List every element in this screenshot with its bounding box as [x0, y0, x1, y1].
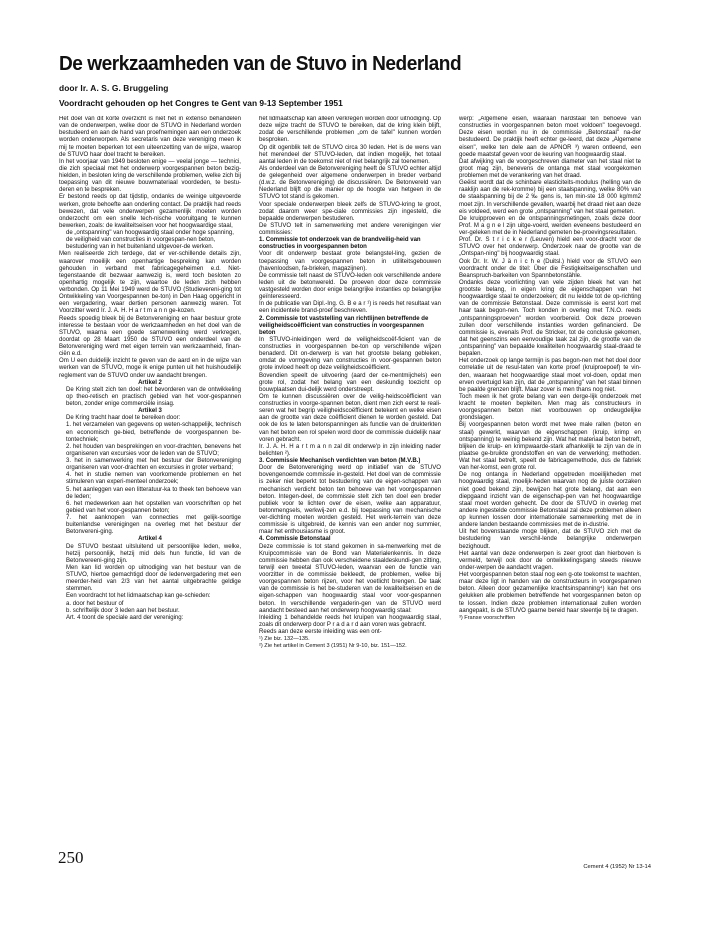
- paragraph: In de publicatie van Dipl.-Ing. G. B e a r ¹) is reeds het resultaat van een incidentele brand-proef beschreven.: [259, 301, 441, 315]
- paragraph: Ir. J. A. H. H a r t m a n n zal dit onderwe'p in zijn inleiding nader belichten ²).: [259, 443, 441, 457]
- footnote: ³) Franse voorschriften: [459, 614, 516, 621]
- paragraph: In STUVO-inleidingen werd de veiligheidscoëf-ficient van de constructies in voorgespannen be-ton op verschillende wijzen benaderd. Dit on-derwerp is van het grootste belang gebleken, omdat de vormgeving van constructies in voor-gespannen beton grote invloed heeft op deze veiligheidscoëfficient.: [259, 336, 441, 372]
- paragraph: Voor dit onderwerp bestaat grote belangstel-ling, gezien de toepassing van voorgespannen beton in utiliteitsgebouwen (havenloodsen, fa-brieken, magazijnen).: [259, 251, 441, 272]
- paragraph: Deze commissie is tot stand gekomen in sa-menwerking met de Kruipcommissie van de Bond van Materialenkennis. In deze commissie hebben dan ook verscheidene staaldeskundi-gen zitting, terwijl een tweetal STUVO-leden, waarvan een de functie van voorzitter in de commissie bekleedt, de problemen, welke bij voorgespannen beton rijzen, voor het voetlicht brengen. De taak van de commissie is het be-studeren van de kwaliteitseisen en de eigen-schappen van hoogwaardig staal voor voor-gespannen beton. In verschillende vergaderin-gen van de STUVO werd aandacht besteed aan het onderwerp hoogwaardig staal:: [259, 543, 441, 614]
- paragraph: het lidmaatschap kan alleen verkregen worden door uitnodiging. Op deze wijze tracht de STUVO te bereiken, dat de kring klein blijft, zodat de verschillende problemen „om de tafel" kunnen worden besproken.: [259, 116, 441, 144]
- footnote: ²) Zie het artikel in Cement 3 (1951) Nr 9-10, biz. 151—152.: [259, 643, 407, 650]
- paragraph: Er bestond reeds op dat tijdstip, ondanks de weinige uitgevoerde werken, grote behoefte aan onderling contact. De praktijk had reeds bewezen, dat vele onderwerpen gezamenlijk moeten worden onderzocht om een snelle tech-nische vooruitgang te kunnen bewerken, zoals: de kwaliteitseisen voor het hoogwaardige staal,: [59, 194, 241, 229]
- paragraph: Reeds spoedig bleek bij de Betonvereniging en haar bestuur grote interesse te bestaan voor de werkzaamheden en het doel van de STUVO, waarna een goede samenwerking werd verkregen, doordat op 28 Maart 1950 de STUVO een onderdeel van de Betonvereniging werd met eigen terrein van werkzaamheid, finan-ciën e.d.: [59, 315, 241, 358]
- paragraph: Ondanks deze voorlichting van vele zijden bleek het van het grootste belang, in eigen kring de eigenschappen van het hoogwaardige staal te onderzoeken; dit nu leidde tot de op-richting van de commissie Betonstaal. Deze commissie is eerst kort met haar taak begon-nen. Toch konden in overleg met T.N.O. reeds „ontspanningsproeven" worden voorbereid. Ook deze proeven zullen door verschillende instanties worden gefinancierd. De commissie is, evenals Prof. de Stricker, tot de conclusie gekomen, dat het geenszins een eenvoudige taak zal zijn, de grootte van de „ontspanning" van bepaalde kwaliteiten hoogwaardig staal-draad te bepalen.: [459, 279, 641, 358]
- paragraph: Ook Dr. Ir. W. J ä n i c h e (Duitsl.) hield voor de STUVO een voordracht onder de titel: Über die Festigkeitseigenschaften und Beanspruch-barkeiten von Spannbetonstähle.: [459, 258, 641, 279]
- paragraph: a. door het bestuur of: [66, 600, 124, 607]
- section-heading: Artikel 3: [138, 408, 162, 415]
- paragraph: De STUVO bestaat uitsluitend uit persoonlijke leden, welke, hetzij persoonlijk, hetzij mid dels hun functie, lid van de Betonvereeni-ging zijn.: [66, 543, 241, 564]
- section-heading: 3. Commissie Mechanisch verdichten van beton (M.V.B.): [259, 458, 421, 464]
- paragraph: de veiligheid van constructies in voorgespan-nen beton,: [66, 237, 216, 244]
- page-number: 250: [58, 848, 84, 867]
- paragraph: Bovendien speelt de uitvoering (aard der ce-mentmijchels) een grote rol, zodat het belang van een deskundig toezicht op bouwplaatsen dui-delijk werd onderstreept.: [259, 372, 441, 393]
- text-column-2: [259, 116, 441, 804]
- paragraph: b. schriftelijk door 3 leden aan het bestuur.: [66, 607, 180, 614]
- paragraph: Toch meen ik het grote belang van een derge-lijk onderzoek met kracht te moeten bepleiten. Men mag als constructeurs in voorgespannen beton niet voorbouwen op ondeugdelijke grondslagen.: [459, 393, 641, 422]
- paragraph: De Kring tracht haar doel te bereiken door:: [66, 415, 181, 422]
- paragraph: Op dit ogenblik telt de STUVO circa 30 leden. Het is de wens van het merendeel der STUVO-leden, dat indien mogelijk, het totaal aantal leden in de toekomst niet of niet belangrijk zal toenemen.: [259, 144, 441, 165]
- paragraph: De nog ontanga in Nederland opgetreden moeilijkheden met hoogwaardig staal, moelijk-heden waarvan nog de juiste oorzaken niet goed bekend zijn, bewijzen het grote belang, dat aan een diepgaand inzicht van de eigenschap-pen van het hoogwaardige staal moet worden gehecht. De door de STUVO in overleg met andere ingestelde commissie Betonstaal zal deze problemen alleen op kunnen lossen door internationale samenwerking met de in andere landen bestaande commissies met de in-dustrie.: [459, 472, 641, 529]
- section-heading: Artikel 4: [138, 536, 162, 543]
- paragraph: Het onderzoek op lange termijn is pas begon-nen met het doel door correlatie uit de resul-taten van korte proef (kruiproepoef) te vin-den, waaraan het hoogwaardige staal moet vol-doen, opdat men erven overtuigd kan zijn, dat de „ontspanning" van het staal binnen be paalde grenzen blijft. Maar zover is men thans nog niet.: [459, 358, 641, 393]
- footnote: ¹) Zie biz. 132—135.: [259, 636, 310, 643]
- paragraph: In het voorjaar van 1949 besloten enige — veelal jonge — technici, die zich speciaal met het onderwerp voorgespannen beton bezig-hielden, in besloten kring de verschillende problemen, welke zich bij toepassing van dit nieuwe bouwmateriaal voordeden, te bestu-deren en te bespreken.: [59, 158, 241, 194]
- paragraph: Een voordracht tot het lidmaatschap kan ge-schieden:: [66, 593, 211, 600]
- paragraph: 7. het aanknopen van connecties met gelijk-soortige buitenlandse verenigingen na overleg met het bestuur der Betonvereni-ging.: [66, 515, 241, 536]
- text-column-3: [459, 116, 641, 804]
- paragraph: werp: „Algemene eisen, waaraan hardstaal ten behoeve van constructies in voorgespannen beton moet voldoen" toegevoegd. Deze eisen worden nu in de commissie „Betonstaal" na-der bestudeerd. De praktijk heeft echter ge-leerd, dat deze „Algemene eisen", welke ten dele aan de APNOR ³) waren ontleend, een goede maatstaf geven voor de keuring van hoogwaardig staal.: [459, 116, 641, 158]
- paragraph: Het doel van dit korte overzicht is niet het in extenso behandelen van de onderwerpen, welke door de STUVO in Nederland worden bestudeerd en aan de hand van proefnemingen aan een onderzoek worden onderworpen. Als secretaris van deze vereniging meen ik mij te moeten beperken tot een uiteenzetting van de wijze, waarop de STUVO haar doel tracht te bereiken.: [59, 116, 241, 158]
- paragraph: 1. het verzamelen van gegevens op weten-schappelijk, technisch en economisch ge-bied, betreffende de voorgespannen be-tontechniek;: [66, 422, 241, 443]
- paragraph: Voor speciale onderwerpen bleek zelfs de STUVO-kring te groot, zodat daarom weer spe-ciale commissies zijn ingesteld, die bepaalde onderwerpen bestuderen.: [259, 201, 441, 222]
- section-heading: 1. Commissie tot onderzoek van de brandveilig-heid van constructies in voorgespannen beton: [259, 237, 421, 251]
- section-heading: Artikel 2: [138, 379, 162, 386]
- paragraph: De Kring stelt zich ten doel: het bevorderen van de ontwikkeling op theo-retisch en practisch gebied van het voor-gespannen beton, zonder enige commerciële insiag.: [66, 386, 241, 407]
- paragraph: Geëist wordt dat de schinbare elasticiteits-modulus (helling van de raaklijn aan de rek-kromme) bij een staalspanning, welke 80% van de staalspanning bij de 2 ‰ gens is, ten min-ste 18 000 kg/mm2 moet zijn. In verschillende gevallen, waarbij het draad niet aan deze eis voldeed, werd een grote „ontspanning" van het staal gemeten.: [459, 180, 641, 215]
- paragraph: 5. het aanleggen van een litteratuur-ka to theek ten behoeve van de leden;: [66, 486, 241, 500]
- paragraph: 6. het medewerken aan het opstellen van voorschriften op het gebied van het voor-gespannen beton;: [66, 500, 241, 514]
- paragraph: Uit het bovenstaande moge blijken, dat de STUVO zich met de bestudering van verschil-lende belangrijke onderwerpen bezighoudt.: [459, 529, 641, 550]
- section-heading: 4. Commissie Betonstaal: [259, 536, 331, 543]
- article-author: door Ir. A. S. G. Bruggeling: [59, 83, 169, 93]
- journal-reference: Cement 4 (1952) Nr 13-14: [583, 864, 651, 870]
- paragraph: Prof. Dr. S t r i c k e r (Leuven) hield een voor-dracht voor de STUVO over het onderwerp. Onderzoek naar de grootte van de „Ontspan-ning" bij hoogwaardig staal.: [459, 237, 641, 258]
- paragraph: Art. 4 toont de speciale aard der vereniging:: [66, 614, 184, 621]
- paragraph: Reeds aan deze eerste inleiding was een ont-: [259, 629, 382, 635]
- paragraph: Het voorgespannen beton staal nog een g-ote toekomst te wachten, maar deze ligt in handen van de constructeurs in voorgespannen beton. Alleen door gezamenlijke krachtsinspanning⁴) kan het ons gelukken alle problemen betreffende het voorgespannen beton op te lossen. Indien deze problemen internationaal zullen worden aangepakt, is de STUVO gaarne bereid haar steentje bij te dragen.: [459, 572, 641, 614]
- paragraph: bestudering van in het buitenland uitgevoer-de werken.: [66, 244, 214, 251]
- paragraph: 4. het in studie nemen van voorkomende problemen en het stimuleren van experi-menteel onderzoek;: [66, 472, 241, 486]
- paragraph: Men kan lid worden op uitnodiging van het bestuur van de STUVO, hiertoe gemachtigd door de ledenvergadering met een meerder-heid van 2/3 van het aantal uitgebrachte geldige stemmen.: [66, 564, 241, 593]
- paragraph: Om U een duidelijk inzicht te geven van de aard en in de wijze van werken van de STUVO, moge ik enige punten uit het huishoudelijk reglement van de STUVO onder uw aandacht brengen.: [59, 358, 241, 379]
- paragraph: 2. het houden van besprekingen en voor-drachten, benevens het organiseren van excursies voor de leden van de STUVO;: [66, 443, 241, 457]
- paragraph: De STUVO telt in samenwerking met andere verenigingen vier commissies:: [259, 222, 441, 236]
- paragraph: 3. het in samenwerking met het bestuur der Betonvereniging organiseren van voor-drachten en excursies in groter verband;: [66, 458, 241, 472]
- paragraph: De commissie telt naast de STUVO-leden ook verschillende andere leden uit de betonwereld. De proeven door deze commissie vastgesteld worden door enige belangrijke instanties op belangrijke geïnteresseerd.: [259, 272, 441, 301]
- paragraph: Door de Betonvereniging werd op initiatief van de STUVO bovengenoemde commissie in-gesteld. Het doel van de commissie is zeker niet beperkt tot bestudering van de eigen-schappen van mechanisch verdicht beton ten behoeve van het voorgespannen beton. Integen-deel, de commissie stelt zich ten doel een breder publiek voor te lichten over de eisen, welke aan apparatuur, betonmengsels, werkwij-zen e.d. bij toepassing van mechanische ver-dichting moeten worden gesteld. Het werk-terrein van deze commissie is uitgebreid, de kennis van een ander nog summier, maar het enthousiasme is groot.: [259, 465, 441, 536]
- section-heading: 2. Commissie tot vaststelling van richtlijnen betreffende de veiligheidscoëfficient van constructies in voorgespannen beton: [259, 315, 429, 336]
- paragraph: Dat afwijking van de voorgeschreven diameter van het staal niet te groot mag zijn, benevens de ontanga met staal voorgekomen problemen met de verankering van het draad.: [459, 158, 641, 179]
- paragraph: De kruipproeven en de ontspanningsmetingen, zoals deze door Prof. M a g n e l zijn uitge-voerd, werden eveneens bestudeerd en ver-geleken met de in Nederland gemeten be-proevingsresultaten.: [459, 215, 641, 236]
- article-subtitle: Voordracht gehouden op het Congres te Gent van 9-13 September 1951: [59, 98, 343, 108]
- paragraph: Als onderdeel van de Betonvereniging heeft de STUVO echter altijd de gelegenheid over algemene onderwerpen in breder verband (d.w.z. de Betonvereniging) de discussiëren. De Betonvereld van Nederland blijft op die manier op de hoogte van hetgeen in de STUVO tot stand is gekomen.: [259, 165, 441, 201]
- paragraph: Om te kunnen discussiëren over de veilig-heidscoëfficient van constructies in voorge-spannen beton, dient men zich eerst te reali-seren wat het begrip veiligheidscoëfficient betekent en welke eisen aan de grootte van deze coëfficient dienen te worden gesteld. Dat ook de los te laten betonspanningen als functie van de drukterkten van het beton een rol spelen word door de commissie duidelijk naar voren gebracht.: [259, 393, 441, 443]
- article-title: De werkzaamheden van de Stuvo in Nederland: [59, 52, 462, 75]
- paragraph: de „ontspanning" van hoogwaardig staal onder hoge spanning,: [66, 230, 234, 236]
- paragraph: Bij voorgespannen beton wordt met twee male rallen (beton en staal) gewerkt, waarvan de eigenschappen (kruip, krimp en ontspanning) te weinig bekend zijn. Wat het materiaal beton betreft, blijken de kruip- en krimpwaarde-stark afhankelijk te zijn van de in plaatse ge-bruikte grondstoffen en van de verwerking; methoden. Wat het staal betreft, speelt de fabricagemethode, dus de fabriek van her-komst, een grote rol.: [459, 422, 641, 472]
- paragraph: Men realiseerde zich terdege, dat er ver-schillende details zijn, waarover moeilijk een openhartige bespreking kan worden gehouden in verband met fabricagegeheimen e.d. Niet-tegenstaande dit bezwaar aanwezig is, werd toch besloten zo openhartig mogelijk te zijn, waartoe de leden zich hebben verbonden. Op 11 Mei 1949 werd de STUVO (Studievereni-ging tot Ontwikkeling van Voorgespannen be-ton) in Den Haag opgericht in een vergadering, waar dertien personen aanwezig waren. Tot Voorzitter werd Ir. J. A. H. H a r t m a n n ge-kozen.: [59, 251, 241, 315]
- paragraph: Inleiding 1 behandelde reeds het kruipen van hoogwaardig staal, zoals dit onderwerp door P r a d a r d aan voren was gebracht.: [259, 614, 441, 628]
- paragraph: Het aantal van deze onderwerpen is zeer groot dan hierboven is vermeld, terwijl ook door de ontwikkelingsgang steeds nieuwe onder-werpen de aandacht vragen.: [459, 550, 641, 571]
- text-column-1: [59, 116, 241, 804]
